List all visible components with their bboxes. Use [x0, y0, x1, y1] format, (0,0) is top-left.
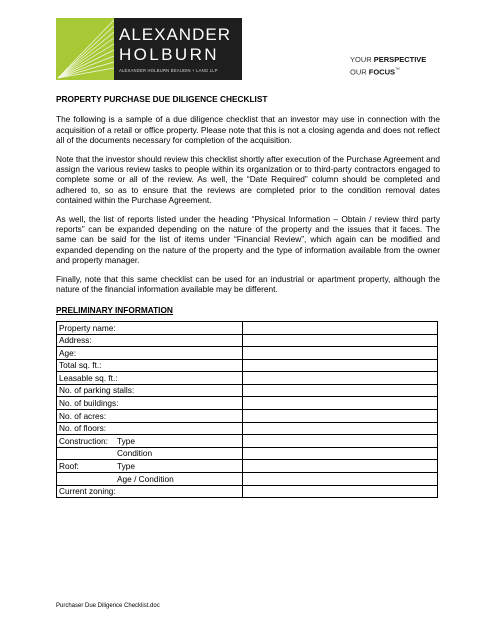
table-row — [57, 384, 438, 397]
value-cell[interactable] — [243, 422, 438, 435]
row-label: No. of buildings: — [57, 397, 243, 410]
row-label: Total sq. ft.: — [57, 359, 243, 372]
row-label — [57, 460, 243, 473]
value-cell[interactable] — [243, 473, 438, 486]
value-cell[interactable] — [243, 372, 438, 385]
row-label: Leasable sq. ft.: — [57, 372, 243, 385]
logo-subtitle: ALEXANDER HOLBURN BEAUDIN + LANG LLP — [119, 68, 218, 73]
table-row — [57, 473, 438, 486]
section-heading: PRELIMINARY INFORMATION — [56, 304, 173, 315]
table-row — [57, 347, 438, 360]
row-label: Address: — [57, 334, 243, 347]
table-row — [57, 359, 438, 372]
tagline-prefix-2: OUR — [350, 67, 369, 77]
table-row — [57, 334, 438, 347]
row-label: Current zoning: — [57, 485, 243, 498]
table-row — [57, 460, 438, 473]
tagline-bold-1: PERSPECTIVE — [373, 55, 427, 64]
table-row — [57, 435, 438, 448]
paragraph-review-note: Note that the investor should review this checklist shortly after execution of the Purchase Agreement and assign the various review tasks to people within its organization or to third-party contractors engaged to complete some or all of the review. As well, the “Date Required” column should be completed and adhered to, so as to ensure that the reviews are completed prior to the condition removal dates contained within the Purchase Agreement. — [56, 153, 440, 206]
table-row — [57, 321, 438, 334]
trademark-mark: ™ — [395, 67, 400, 73]
logo-wordmark — [114, 18, 242, 80]
logo-rays-icon — [56, 18, 114, 80]
row-label — [57, 473, 243, 486]
paragraph-final-note: Finally, note that this same checklist can be used for an industrial or apartment property, although the nature of the financial information available may be different. — [56, 273, 440, 295]
row-subkey: Age / Condition — [117, 473, 174, 484]
table-row — [57, 447, 438, 460]
value-cell[interactable] — [243, 384, 438, 397]
table-row — [57, 397, 438, 410]
table-row — [57, 485, 438, 498]
value-cell[interactable] — [243, 447, 438, 460]
tagline — [350, 55, 426, 78]
preliminary-info-table — [56, 321, 438, 498]
table-row — [57, 410, 438, 423]
paragraph-intro: The following is a sample of a due diligence checklist that an investor may use in connection with the acquisition of a retail or office property. Please note that this is not a closing agenda and does not reflect all of the documents necessary for completion of the acquisition. — [56, 114, 440, 146]
row-key: Roof: — [59, 461, 79, 472]
row-label — [57, 447, 243, 460]
tagline-prefix-1: YOUR — [350, 55, 374, 64]
page-footer: Purchaser Due Diligence Checklist.doc — [56, 603, 160, 609]
value-cell[interactable] — [243, 410, 438, 423]
table-row — [57, 372, 438, 385]
value-cell[interactable] — [243, 485, 438, 498]
document-body — [56, 94, 440, 498]
row-key: Construction: — [59, 435, 108, 446]
row-label: No. of floors: — [57, 422, 243, 435]
letterhead — [0, 0, 495, 90]
value-cell[interactable] — [243, 347, 438, 360]
logo-green-mark — [56, 18, 114, 80]
row-label: No. of parking stalls: — [57, 384, 243, 397]
paragraph-reports-note: As well, the list of reports listed under the heading “Physical Information – Obtain / review third party reports” can be expanded depending on the nature of the property and the issues that it faces. The same can be said for the list of items under “Financial Review”, which again can be modified and expanded depending on the nature of the property and the type of information available from the owner and property manager. — [56, 213, 440, 266]
row-subkey: Condition — [117, 448, 153, 459]
row-subkey: Type — [117, 461, 135, 472]
row-subkey: Type — [117, 435, 135, 446]
table-row — [57, 422, 438, 435]
value-cell[interactable] — [243, 460, 438, 473]
value-cell[interactable] — [243, 397, 438, 410]
logo-line1: ALEXANDER — [119, 25, 231, 44]
logo-line2: HOLBURN — [119, 45, 219, 64]
value-cell[interactable] — [243, 359, 438, 372]
document-title: PROPERTY PURCHASE DUE DILIGENCE CHECKLIST — [56, 94, 268, 104]
firm-logo — [56, 18, 242, 80]
row-label: Age: — [57, 347, 243, 360]
value-cell[interactable] — [243, 334, 438, 347]
row-label: Property name: — [57, 321, 243, 334]
value-cell[interactable] — [243, 321, 438, 334]
value-cell[interactable] — [243, 435, 438, 448]
row-label: No. of acres: — [57, 410, 243, 423]
tagline-bold-2: FOCUS — [368, 67, 395, 77]
row-label — [57, 435, 243, 448]
